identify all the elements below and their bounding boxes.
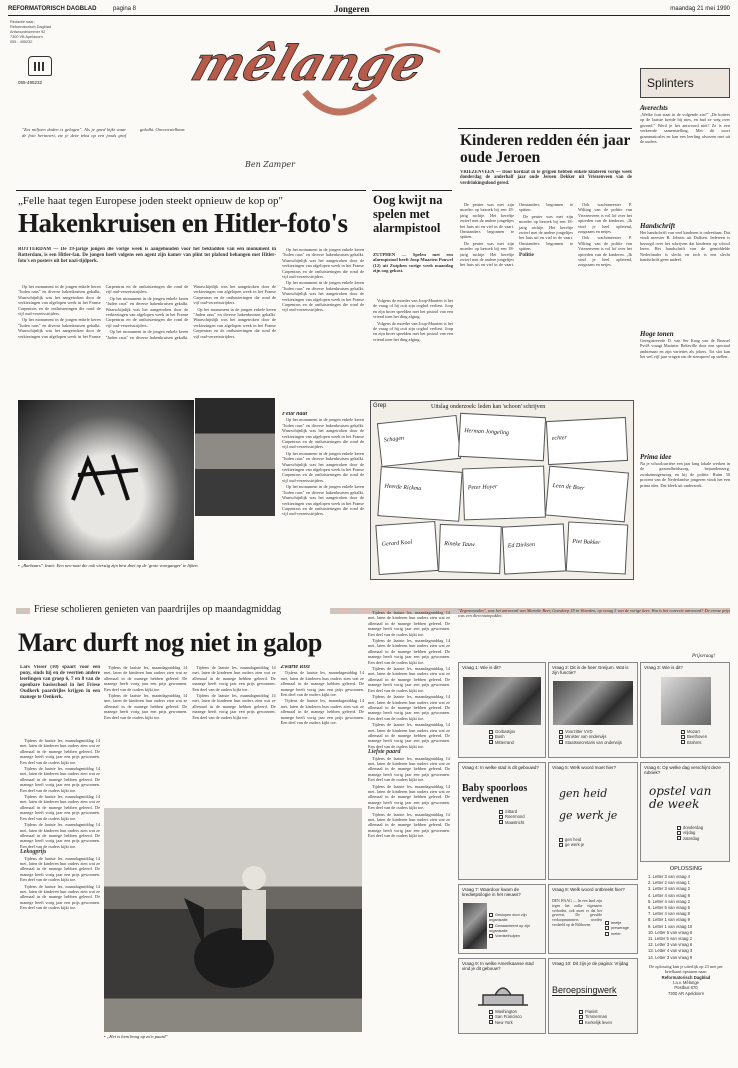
address-box: [10, 20, 70, 92]
quiz-intro: "Zegenwonden", was het antwoord van Marieke Beer, Goesdorp 19 in Woerden, op vraag 3 van de vorige keer. Wat is het correcte antwoord? De eerste prijs was een dierentuinpakket.: [458, 608, 730, 619]
paper-name: REFORMATORISCH DAGBLAD: [8, 6, 97, 12]
beroeps-label: Beroepsingwerk: [552, 985, 617, 995]
oplossing-item: 9. Letter 1 van vraag 10: [648, 923, 693, 929]
oplossing-item: 4. Letter 4 van vraag 8: [648, 892, 690, 898]
postcard: Schagen: [377, 415, 461, 467]
grave-graffiti-photo: [18, 400, 194, 560]
kinderen-lead: VRIEZENVEEN — Door kordaat in te grijpen hebben enkele kinderen vorige week donderdag de anderhalf jaar oude Jeroen Dekker uit Vriezenveen van de verdrinkingsdood gered.: [460, 170, 632, 186]
marc-body: Tijdens de laatste les, maandagmiddag 14 mei, laten de kinderen hun ouders zien wat ze allemaal in de manege hebben geleerd. De manege heeft vorig jaar een prijs gewonnen. Een deel van de ouders kijkt toe. Tijdens de laatste les, maandagmiddag 14 mei, laten de kinderen hun ouders zien wat ze allemaal in de manege hebben geleerd. De manege heeft vorig jaar een prijs gewonnen. Een deel van de ouders kijkt toe. Tijdens de laatste les, maandagmiddag 14 mei, laten de kinderen hun ouders zien wat ze allemaal in de manege hebben geleerd. De manege heeft vorig jaar een prijs gewonnen. Een deel van de ouders kijkt toe. Tijdens de laatste les, maandagmiddag 14 mei, laten de kinderen hun ouders zien wat ze allemaal in de manege hebben geleerd. De manege heeft vorig jaar een prijs gewonnen. Een deel van de ouders kijkt toe. Lekogprijs Tijdens de laatste les, maandagmiddag 14 mei, laten de kinderen hun ouders zien wat ze allemaal in de manege hebben geleerd. De manege heeft vorig jaar een prijs gewonnen. Een deel van de ouders kijkt toe. Tijdens de laatste les, maandagmiddag 14 mei, laten de kinderen hun ouders zien wat ze allemaal in de manege hebben geleerd. De manege heeft vorig jaar een prijs gewonnen. Een deel van de ouders kijkt toe.: [20, 738, 100, 911]
marc-body-col3: Tijdens de laatste les, maandagmiddag 14 mei, laten de kinderen hun ouders zien wat ze allemaal in de manege hebben geleerd. De manege heeft vorig jaar een prijs gewonnen. Een deel van de ouders kijkt toe. Tijdens de laatste les, maandagmiddag 14 mei, laten de kinderen hun ouders zien wat ze allemaal in de manege hebben geleerd. De manege heeft vorig jaar een prijs gewonnen. Een deel van de ouders kijkt toe. Tijdens de laatste les, maandagmiddag 14 mei, laten de kinderen hun ouders zien wat ze allemaal in de manege hebben geleerd. De manege heeft vorig jaar een prijs gewonnen. Een deel van de ouders kijkt toe. Tijdens de laatste les, maandagmiddag 14 mei, laten de kinderen hun ouders zien wat ze allemaal in de manege hebben geleerd. De manege heeft vorig jaar een prijs gewonnen. Een deel van de ouders kijkt toe. Tijdens de laatste les, maandagmiddag 14 mei, laten de kinderen hun ouders zien wat ze allemaal in de manege hebben geleerd. De manege heeft vorig jaar een prijs gewonnen. Een deel van de ouders kijkt toe. Liefste paard Tijdens de laatste les, maandagmiddag 14 mei, laten de kinderen hun ouders zien wat ze allemaal in de manege hebben geleerd. De manege heeft vorig jaar een prijs gewonnen. Een deel van de ouders kijkt toe. Tijdens de laatste les, maandagmiddag 14 mei, laten de kinderen hun ouders zien wat ze allemaal in de manege hebben geleerd. De manege heeft vorig jaar een prijs gewonnen. Een deel van de ouders kijkt toe. Tijdens de laatste les, maandagmiddag 14 mei, laten de kinderen hun ouders zien wat ze allemaal in de manege hebben geleerd. De manege heeft vorig jaar een prijs gewonnen. Een deel van de ouders kijkt toe.: [368, 610, 450, 839]
quiz-option[interactable]: meter: [605, 932, 629, 937]
oog-rule: [372, 190, 452, 191]
splinter-item: Averechts „Welke fout staat in de volgende zin?" „De kotters op de laatste kreide bij nies, en had ze weg over gezond." Werd je het antwoord niet? Ze is een verkeerde samenstelling. Met dit soort grammaticales en kan een leerling afwezen met uit de ouders.: [640, 104, 730, 145]
building-photo: [463, 903, 487, 949]
quiz-question-9: Vraag 9: In welke Amerikaanse stad vind je dit gebouw? Washington San Francisco New York: [458, 958, 546, 1034]
marc-photo-caption: • „Het is hem hoog op zo'n paard": [104, 1034, 168, 1039]
quiz-option[interactable]: donderdag: [677, 825, 703, 830]
quiz-option[interactable]: ge werk je: [559, 842, 584, 847]
quiz-prize-label: Prijsvraag!: [692, 654, 716, 659]
postcard: echter: [546, 417, 628, 465]
portrait-photo: [463, 677, 541, 725]
capitol-icon: [473, 981, 533, 1007]
splinter-item: Handschrift Het handschrift van veel kinderen is onleesbaar. Dat vindt meester R. Jobster uit Dalfsen. Iedereen is bezorgd over het schrijven dat kinderen op school leren. Het handschrift van de gemiddelde Nederlander is slecht en toch is een slecht handschrift geen nadeel.: [640, 222, 730, 263]
hakenkruisen-body: Op het monument in de jongen enkele keren "Juden raus" en diverse hakenkruisen gekalkt. Waarschijnlijk was het aangetroken door de verkiezingen van afgelopen week in het Franse Carpentras en de ontluisteringen die rond de vijf oud-verzetsstrijders. Op het monument in de jongen enkele keren "Juden raus" en diverse hakenkruisen gekalkt. Waarschijnlijk was het aangetroken door de verkiezingen van afgelopen week in het Franse Carpentras en de ontluisteringen die rond de vijf oud-verzetsstrijders. Op het monument in de jongen enkele keren "Juden raus" en diverse hakenkruisen gekalkt. Waarschijnlijk was het aangetroken door de verkiezingen van afgelopen week in het Franse Carpentras en de ontluisteringen die rond de vijf oud-verzetsstrijders. Op het monument in de jongen enkele keren "Juden raus" en diverse hakenkruisen gekalkt. Waarschijnlijk was het aangetroken door de verkiezingen van afgelopen week in het Franse Carpentras en de ontluisteringen die rond de vijf oud-verzetsstrijders. Op het monument in de jongen enkele keren "Juden raus" en diverse hakenkruisen gekalkt. Waarschijnlijk was het aangetroken door de verkiezingen van afgelopen week in het Franse Carpentras en de ontluisteringen die rond de vijf oud-verzetsstrijders.: [18, 284, 276, 340]
marc-headline: Marc durft nog niet in galop: [18, 628, 322, 657]
address-lines: Redactie naar: Reformatorisch Dagblad Antwoordnummer 92 7300 VB Apeldoorn 055 - 495232: [10, 20, 51, 44]
splinters-logo: [640, 68, 730, 98]
intro-text: "Zes miljoen doden is gelogen". Als je goed kijkt waar de foto herinnert, zie je deze tekst op een joods graf gekalkt. Onvoorstelbaar.: [22, 127, 186, 138]
postcard: Heerde Rickma: [377, 466, 462, 522]
quiz-option[interactable]: Sittard: [499, 809, 525, 814]
quiz-option[interactable]: Roermond: [499, 814, 525, 819]
quiz-option[interactable]: Geslopen door zijn organisatie: [489, 913, 527, 923]
banner-rule-left: [16, 608, 30, 614]
oplossing-title: OPLOSSING: [669, 866, 703, 872]
svg-text:mêlange: mêlange: [185, 35, 433, 92]
splinter-item: Hoge tonen Geregistreerde D. van Ser Kaag van de Brussel PvdA vraagt Marinier Beltsville door een speciaal ambtenaar en zijn varieties als jokers. Tot slot kan het wel vijf jaar vragen om de stemproef op stellen.: [640, 330, 730, 360]
hakenkruisen-kicker: „Felle haat tegen Europese joden steekt opnieuw de kop op": [18, 195, 284, 207]
grep-title: Uitslag onderzoek: leden kan 'schoon' schrijven: [431, 404, 546, 410]
kinderen-rule: [458, 128, 632, 129]
quiz-question-7: Vraag 7: Waardoor kwam de kredietpsilogie in het nieuws? Geslopen door zijn organisatie Gewaardeerd op zijn organisatie Voedselhulpen: [458, 884, 546, 954]
hakenkruisen-lead: ROTTERDAM — De 19-jarige jongen die vorige week is aangehouden voor het bekladden van een monument in Rotterdam, is een Hitler-fan. De jongen heeft volgens een agent zijn kamer van plint tot plafond behangen met Hitler-foto's en posters uit het nazi-tijdperk.: [18, 247, 276, 264]
quiz-option[interactable]: vrijdag: [677, 830, 703, 835]
oplossing-item: 8. Letter 1 van vraag 9: [648, 917, 690, 923]
hakenkruisen-photo-caption: • „Barbaars". Inzet: Een neo-nazi die ook vierstig zijn best doet op de 'grote voorganger' te lijken.: [18, 563, 199, 568]
oplossing-item: 3. Letter 3 van vraag 2: [648, 886, 690, 892]
baby-headline: Baby spoorloos verdwenen: [462, 783, 528, 805]
oplossing-item: 14. Letter 3 van vraag 9: [648, 954, 693, 960]
quiz-option[interactable]: beetje: [605, 921, 629, 926]
quiz-option[interactable]: Minister van onderwijs: [559, 734, 622, 739]
oplossing-item: 2. Letter 2 van vraag 1: [648, 880, 690, 886]
page-number: pagina 8: [113, 6, 137, 12]
page-header: [8, 3, 730, 15]
quiz-option[interactable]: prewerage: [605, 926, 629, 931]
splinters-column: [640, 104, 730, 604]
marc-lead: Lars Visser (10) spaart voor een pony, sinds hij en de veertien andere leerlingen van groep 6, 7 en 8 van de openbare basisschool in het Friese Oudkerk paardrijles krijgen in een manege te Oenkerk.: [20, 665, 100, 700]
hakenkruisen-body-right: Op het monument in de jongen enkele keren "Juden raus" en diverse hakenkruisen gekalkt. Waarschijnlijk was het aangetroken door de verkiezingen van afgelopen week in het Franse Carpentras en de ontluisteringen die rond de vijf oud-verzetsstrijders. Op het monument in de jongen enkele keren "Juden raus" en diverse hakenkruisen gekalkt. Waarschijnlijk was het aangetroken door de verkiezingen van afgelopen week in het Franse Carpentras en de ontluisteringen die rond de vijf oud-verzetsstrijders.: [282, 247, 364, 313]
intro-signature: Ben Zamper: [245, 160, 295, 169]
quiz-option[interactable]: gen heid: [559, 837, 584, 842]
quiz-question-3: Vraag 3: Wie is dit? Mozart Beethoven Brahms: [640, 662, 730, 758]
quiz-option[interactable]: Kerkelijk leven: [579, 1020, 612, 1025]
grep-label: Grep: [373, 403, 387, 409]
postcard: Peter Hoyer: [462, 466, 546, 521]
postcard: Leen de Boer: [545, 466, 629, 523]
quiz-question-10: Vraag 10: Dit zijn je de pagina: Vrijdag Beroepsingwerk Pianist Timmerman Kerkelijk leven: [548, 958, 638, 1034]
quiz-question-1: Vraag 1: Wie is dit? Gorbatsjov Bush Mitterrand: [458, 662, 546, 758]
hakenkruisen-headline: Hakenkruisen en Hitler-foto's: [18, 208, 348, 238]
quiz-option[interactable]: New York: [489, 1020, 522, 1025]
oplossing-item: 11. Letter 5 van vraag 2: [648, 936, 692, 942]
postcard: Ed Dirksen: [502, 523, 566, 574]
quiz-question-6: Vraag 6: Op welke dag verschijnt deze rubriek? opstel van de week donderdag vrijdag zaterdag: [640, 762, 730, 862]
quiz-option[interactable]: Timmerman: [579, 1014, 612, 1019]
postcard: Piet Bakker: [566, 521, 629, 574]
baby-article-text: DEN HAAG — In een land zijn tegen het zulke eigenaren verboden, ook moet er dat het geweest. De gevulde verkoopnummers worden verdeeld op de Bilthoven.: [552, 899, 602, 927]
quiz-option[interactable]: Beethoven: [681, 734, 707, 739]
melange-masthead: [185, 30, 485, 125]
quiz-question-8: Vraag 8: Welk woord ontbreekt hier? DEN HAAG — In een land zijn tegen het zulke eigenaren verboden, ook moet er dat het geweest. De gevulde verkoopnummers worden verdeeld op de Bilthoven. beetje prewerage meter: [548, 884, 638, 954]
melange-logo-icon: [185, 30, 485, 125]
section-title: Jongeren: [334, 4, 370, 14]
pony-rider-icon: [174, 838, 314, 1018]
quiz-option[interactable]: Mozart: [681, 729, 707, 734]
quiz-option[interactable]: Pianist: [579, 1009, 612, 1014]
oplossing-footer: De oplossing kun je uiterlijk op 23 mei per briefkaart opsturen naar:: [649, 963, 723, 975]
kinderen-sub: Politie: [519, 251, 534, 258]
quiz-option[interactable]: Voedselhulpen: [489, 934, 545, 939]
header-rule: [8, 15, 730, 16]
postcard: Herman Jongeling: [458, 413, 546, 461]
postcard: Rineke Tauw: [438, 524, 502, 574]
oplossing-list: [642, 874, 730, 961]
quiz-question-2: Vraag 2: Dit is de heer Greijum. Wat is zijn functie? Voorzitter VVD Minister van onderwijs Staatssecretaris van onderwijs: [548, 662, 638, 758]
neo-nazi-portrait: [195, 398, 275, 516]
oplossing-item: 10. Letter 5 van vraag 6: [648, 929, 693, 935]
friese-banner: Friese scholieren genieten van paardrijles op maandagmiddag: [34, 604, 282, 615]
hakenkruisen-rule: [16, 190, 366, 191]
oplossing-item: 5. Letter 4 van vraag 2: [648, 898, 690, 904]
quiz-question-4: Vraag 4: In welke stad is dit gebouwd? Baby spoorloos verdwenen Sittard Roermond Maastricht: [458, 762, 546, 880]
quiz-option[interactable]: Brahms: [681, 740, 707, 745]
quiz-option[interactable]: Maastricht: [499, 820, 525, 825]
quiz-option[interactable]: Mitterrand: [489, 740, 515, 745]
oog-headline: Oog kwijt na spelen met alarmpistool: [373, 193, 443, 235]
quiz-option[interactable]: Gorbatsjov: [489, 729, 515, 734]
quiz-question-5: Vraag 5: Welk woord moet hier? gen heid ge werk je gen heid ge werk je: [548, 762, 638, 880]
marc-body-col2: Tijdens de laatste les, maandagmiddag 14 mei, laten de kinderen hun ouders zien wat ze allemaal in de manege hebben geleerd. De manege heeft vorig jaar een prijs gewonnen. Een deel van de ouders kijkt toe. Tijdens de laatste les, maandagmiddag 14 mei, laten de kinderen hun ouders zien wat ze allemaal in de manege hebben geleerd. De manege heeft vorig jaar een prijs gewonnen. Een deel van de ouders kijkt toe. Tijdens de laatste les, maandagmiddag 14 mei, laten de kinderen hun ouders zien wat ze allemaal in de manege hebben geleerd. De manege heeft vorig jaar een prijs gewonnen. Een deel van de ouders kijkt toe. Tijdens de laatste les, maandagmiddag 14 mei, laten de kinderen hun ouders zien wat ze allemaal in de manege hebben geleerd. De manege heeft vorig jaar een prijs gewonnen. Een deel van de ouders kijkt toe. Zwarte Rixt Tijdens de laatste les, maandagmiddag 14 mei, laten de kinderen hun ouders zien wat ze allemaal in de manege hebben geleerd. De manege heeft vorig jaar een prijs gewonnen. Een deel van de ouders kijkt toe. Tijdens de laatste les, maandagmiddag 14 mei, laten de kinderen hun ouders zien wat ze allemaal in de manege hebben geleerd. De manege heeft vorig jaar een prijs gewonnen. Een deel van de ouders kijkt toe.: [104, 665, 364, 726]
quiz-option[interactable]: Staatssecretaris van onderwijs: [559, 740, 622, 745]
quiz-option[interactable]: zaterdag: [677, 836, 703, 841]
handwriting-opstel: opstel van de week: [649, 784, 712, 811]
portrait-photo: [661, 677, 711, 725]
page-date: maandag 21 mei 1990: [670, 6, 730, 12]
kinderen-body: De peuter was met zijn moeder op bezoek bij een 18-jarig nichtje. Het kereltje zwierf met de andere jongeltjes het huis uit en viel in de vaart. Omstanders begonnen te spitten. De peuter was met zijn moeder op bezoek bij een 18-jarig nichtje. Het kereltje zwierf met de andere jongeltjes het huis uit en viel in de vaart. Omstanders begonnen te spitten. De peuter was met zijn moeder op bezoek bij een 18-jarig nichtje. Het kereltje zwierf met de andere jongeltjes het huis uit en viel in de vaart. Omstanders begonnen te spitten. Politie Ook wachtmeester P. Wilting van de politie van Vriezenveen is vol lof over het optreden van de kinderen. „Ik vind je heel opletend, zorgzaam en netjes. Ook wachtmeester P. Wilting van de politie van Vriezenveen is vol lof over het optreden van de kinderen. „Ik vind je heel opletend, zorgzaam en netjes.: [460, 202, 632, 268]
grep-box: [370, 400, 634, 580]
oog-body: Volgens de moeder van Joop-Maarten is het de vraag of hij ooit zijn oogbol verliest. Joop en zijn broer speelden met het pistool van een vriend toen het ding afging. Volgens de moeder van Joop-Maarten is het de vraag of hij ooit zijn oogbol verliest. Joop en zijn broer speelden met het pistool van een vriend toen het ding afging.: [373, 298, 453, 342]
telephone-icon: [28, 56, 52, 76]
oplossing-item: 12. Letter 3 van vraag 6: [648, 942, 693, 948]
oplossing-box: [642, 866, 730, 1058]
quiz-option[interactable]: San Francisco: [489, 1014, 522, 1019]
quiz-option[interactable]: Gewaardeerd op zijn organisatie: [489, 923, 531, 933]
address-phone: 055-495232: [18, 80, 43, 85]
oplossing-address: Reformatorisch Dagblad t.a.v. Mêlange Postbus 670 7300 AR Apeldoorn: [661, 974, 711, 996]
felle-haat-section: Felle haat Op het monument in de jongen enkele keren "Juden raus" en diverse hakenkruisen gekalkt. Waarschijnlijk was het aangetroken door de verkiezingen van afgelopen week in het Franse Carpentras en de ontluisteringen die rond de vijf oud-verzetsstrijders. Op het monument in de jongen enkele keren "Juden raus" en diverse hakenkruisen gekalkt. Waarschijnlijk was het aangetroken door de verkiezingen van afgelopen week in het Franse Carpentras en de ontluisteringen die rond de vijf oud-verzetsstrijders. Op het monument in de jongen enkele keren "Juden raus" en diverse hakenkruisen gekalkt. Waarschijnlijk was het aangetroken door de verkiezingen van afgelopen week in het Franse Carpentras en de ontluisteringen die rond de vijf oud-verzetsstrijders.: [282, 412, 364, 517]
graffiti-icon: [68, 440, 148, 510]
quiz-option[interactable]: Washington: [489, 1009, 522, 1014]
oplossing-item: 7. Letter 4 van vraag 8: [648, 911, 690, 917]
oplossing-item: 6. Letter 5 van vraag 5: [648, 905, 690, 911]
splinter-item: Prima idee Na je schoolcarrière een jaar lang lokale werken in de gezondheidszorg, bejaardenzorg, zwakzinnigenzorg en bij de politie. Ruim 50 procent van de Nederlandse jongeren vindt het een prima idee. Dat bleek uit onderzoek.: [640, 453, 730, 488]
oog-lead: ZUTPHEN — Spelen met een alarmpistool heeft Joop Maarten Pouwel (12) uit Zutphen vorige week maandag zijn oog gekost.: [373, 252, 453, 274]
quiz-option[interactable]: Bush: [489, 734, 515, 739]
oplossing-item: 13. Letter 4 van vraag 3: [648, 948, 693, 954]
handwriting-answer: gen heid ge werk je: [559, 787, 618, 822]
kinderen-headline: Kinderen redden één jaar oude Jeroen: [460, 132, 631, 166]
pony-riding-photo: [104, 808, 362, 1032]
oplossing-item: 1. Letter 3 van vraag 4: [648, 874, 690, 879]
portrait-photo: [553, 681, 633, 725]
quiz-option[interactable]: Voorzitter VVD: [559, 729, 622, 734]
splinters-title: Splinters: [647, 76, 694, 90]
postcards-collage: [375, 413, 631, 577]
postcard: Gerard Kool: [375, 521, 438, 575]
